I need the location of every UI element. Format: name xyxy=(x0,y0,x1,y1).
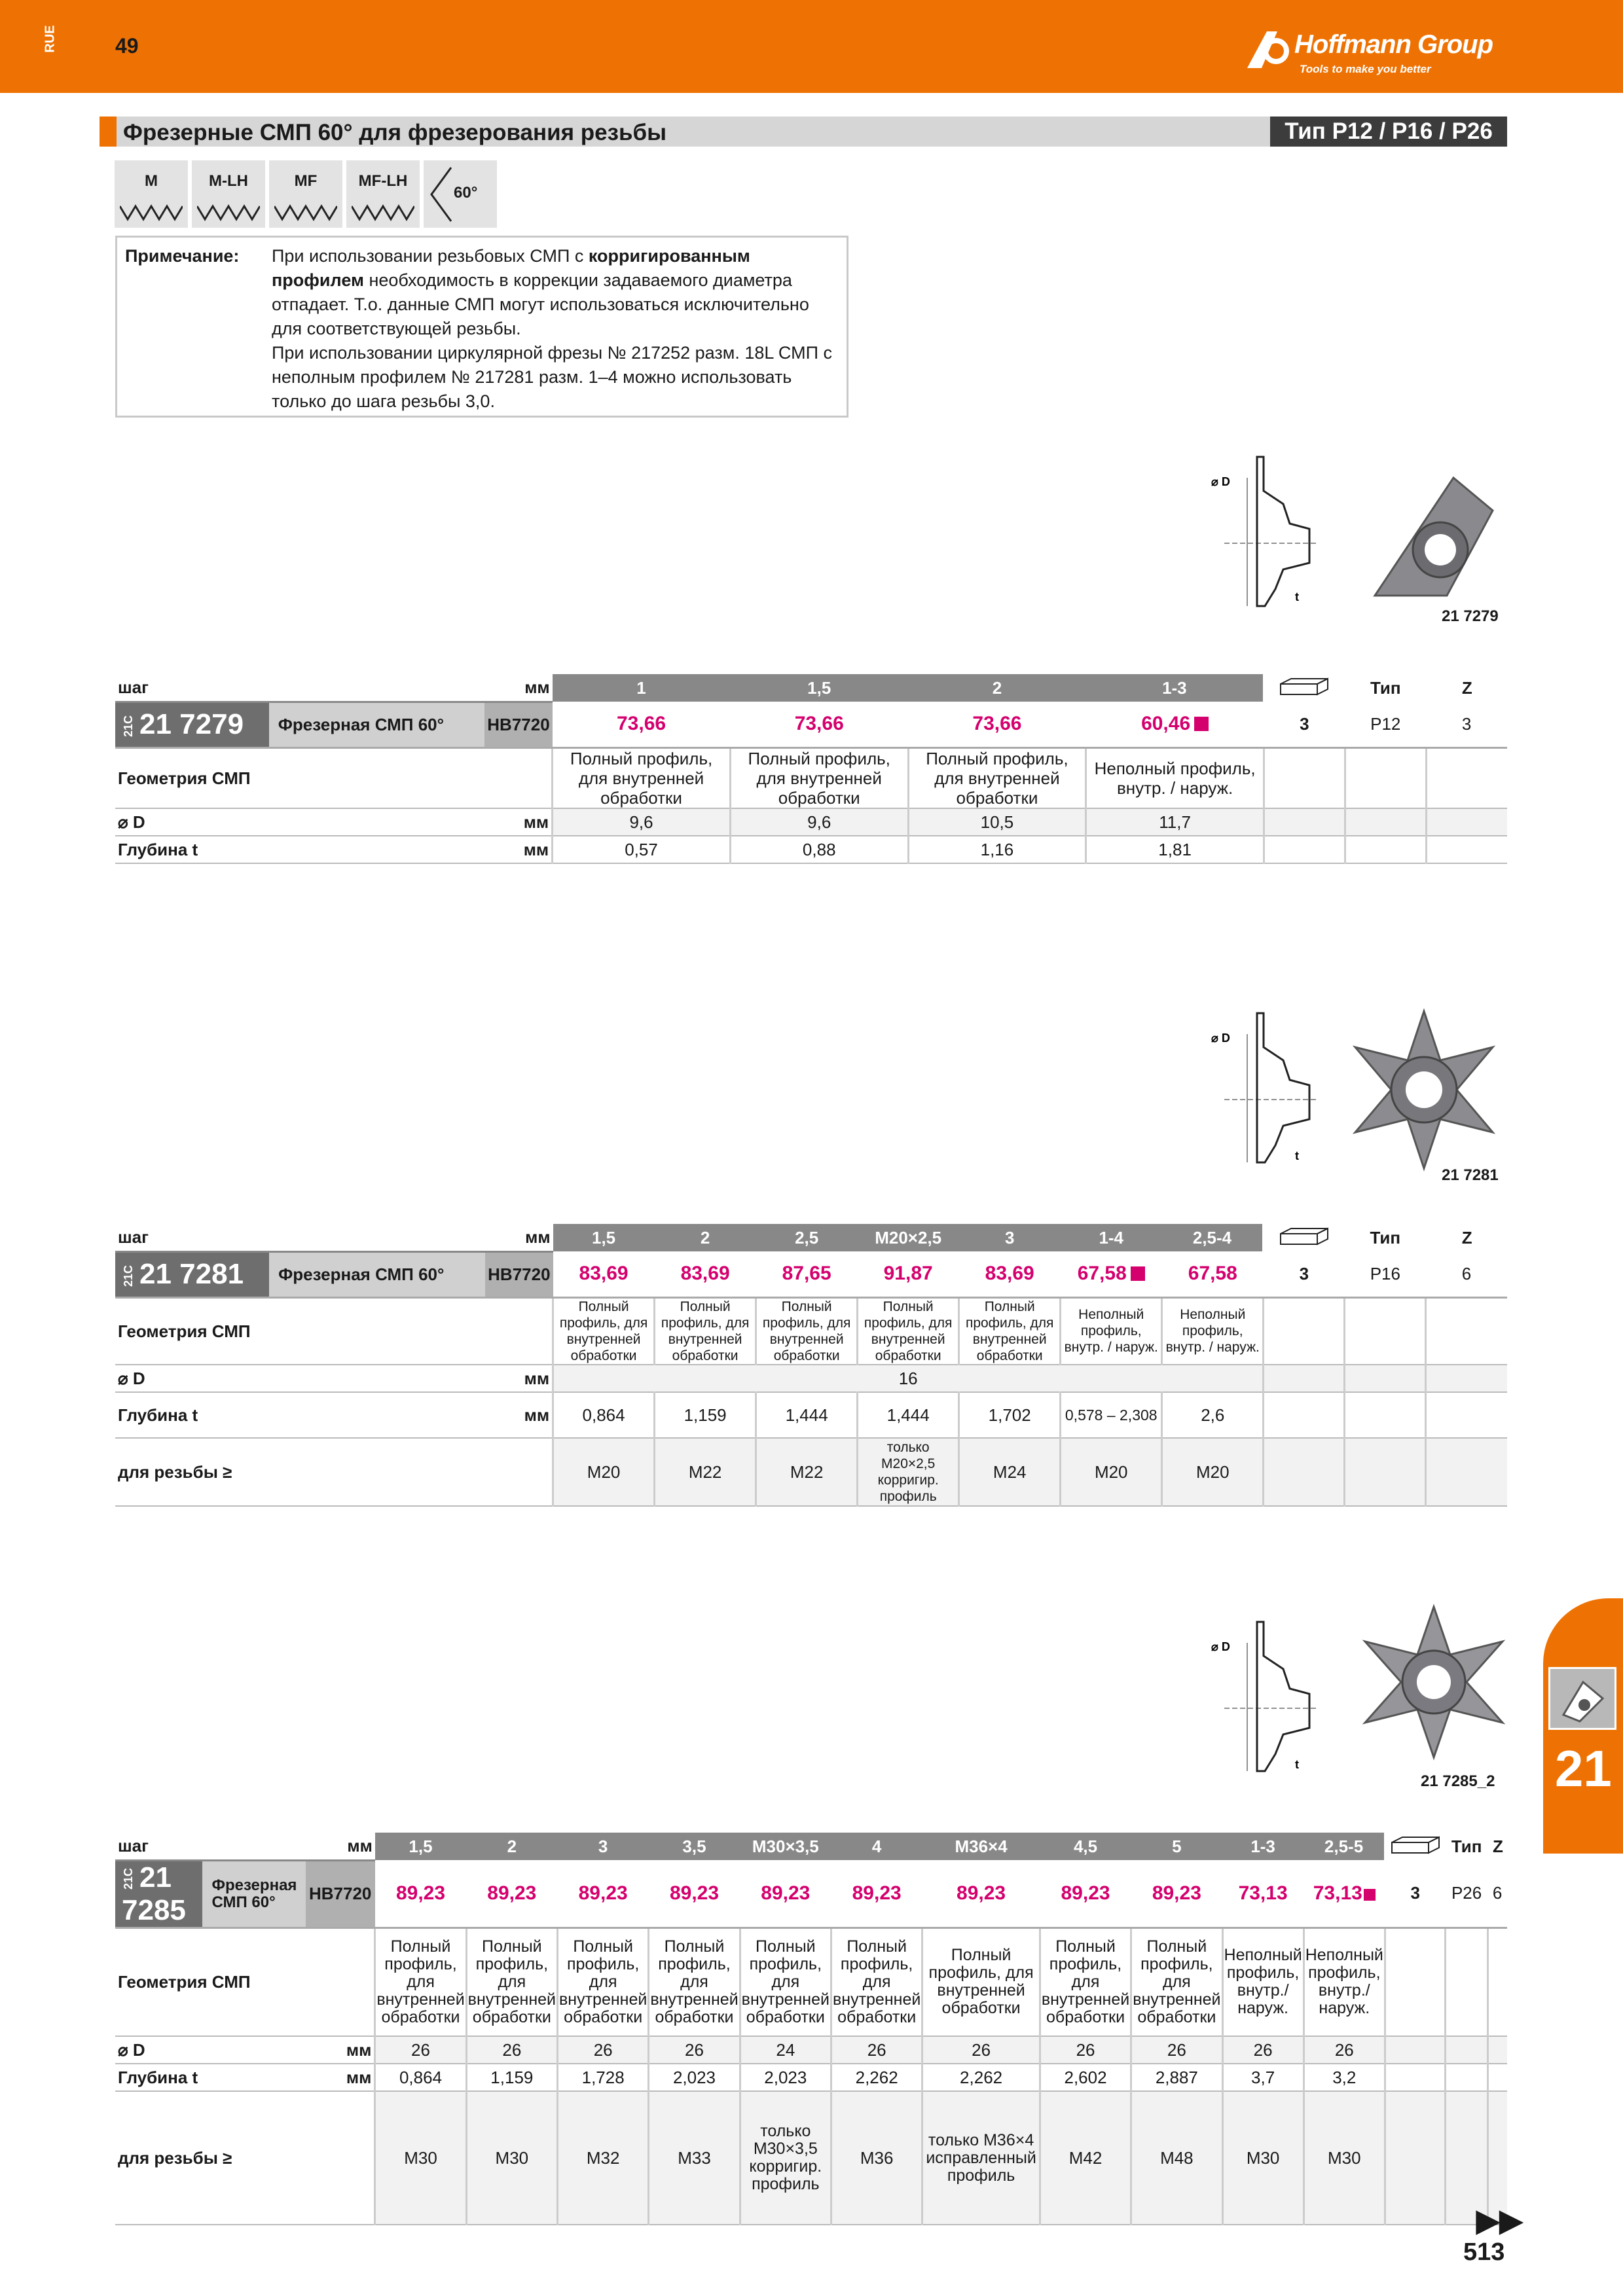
depth-cell: 1,159 xyxy=(466,2064,557,2091)
geometry-cell: Неполный профиль, внутр./наруж. xyxy=(1222,1928,1304,2036)
depth-label: Глубина t xyxy=(115,1392,485,1438)
thread-icon-m: M xyxy=(115,160,188,228)
geometry-cell: Полный профиль, для внутренней обработки xyxy=(831,1928,922,2036)
thread-cell: M20 xyxy=(1061,1438,1162,1506)
geometry-cell: Полный профиль, для внутренней обработки xyxy=(922,1928,1040,2036)
depth-cell: 2,262 xyxy=(922,2064,1040,2091)
pitch-cell: 4 xyxy=(831,1833,922,1860)
hoffmann-logo-icon xyxy=(1247,31,1293,68)
pitch-cell: 1-4 xyxy=(1061,1224,1162,1251)
note-text: При использовании резьбовых СМП с корригированным профилем необходимость в коррекции задаваемого диаметра отпадает. Т.о. данные СМП могут использоваться исключительно для соответствующей резьбы. При использовании циркулярной фрезы № 217252 разм. 18L СМП с неполным профилем № 217281 разм. 1–4 можно использовать только до шага резьбы 3,0. xyxy=(272,246,832,411)
image-caption: 21 7281 xyxy=(1442,1166,1499,1184)
geometry-cell: Полный профиль, для внутренней обработки xyxy=(553,747,731,808)
geometry-cell: Полный профиль, для внутренней обработки xyxy=(553,1297,655,1365)
price: 73,66 xyxy=(553,702,731,747)
diameter-cell: 26 xyxy=(649,2036,740,2064)
price: 89,23 xyxy=(466,1860,557,1928)
thread-cell: M33 xyxy=(649,2091,740,2225)
geometry-cell: Полный профиль, для внутренней обработки xyxy=(740,1928,831,2036)
pitch-cell: 1,5 xyxy=(553,1224,655,1251)
price: 83,69 xyxy=(959,1251,1061,1297)
geometry-cell: Полный профиль, для внутренней обработки xyxy=(756,1297,858,1365)
pitch-cell: 2,5-4 xyxy=(1162,1224,1264,1251)
thread-icon-mf: MF xyxy=(269,160,342,228)
price: 67,58 xyxy=(1162,1251,1264,1297)
z-header: Z xyxy=(1487,1833,1507,1860)
z-header: Z xyxy=(1426,674,1507,702)
thread-zigzag-icon xyxy=(120,203,183,223)
thread-cell: M30 xyxy=(466,2091,557,2225)
product-description: Фрезерная СМП 60° xyxy=(269,1251,485,1297)
type-value: P16 xyxy=(1345,1251,1426,1297)
profile-drawing-icon xyxy=(1211,1617,1322,1780)
diameter-cell: 26 xyxy=(1222,2036,1304,2064)
thread-cell: M32 xyxy=(558,2091,649,2225)
price: 73,66 xyxy=(908,702,1086,747)
pitch-label: шаг xyxy=(115,1224,485,1251)
diameter-cell: 26 xyxy=(1040,2036,1131,2064)
thread-cell: M20 xyxy=(1162,1438,1264,1506)
geometry-cell: Полный профиль, для внутренней обработки xyxy=(558,1928,649,2036)
price: 89,23 xyxy=(922,1860,1040,1928)
svg-text:⌀ D: ⌀ D xyxy=(1211,475,1230,488)
thread-icon-m-lh: M-LH xyxy=(192,160,265,228)
pitch-cell: 3 xyxy=(959,1224,1061,1251)
svg-text:t: t xyxy=(1295,1758,1299,1771)
unit-label: мм xyxy=(484,808,552,836)
depth-cell: 1,728 xyxy=(558,2064,649,2091)
thread-cell: только M36×4 исправленный профиль xyxy=(922,2091,1040,2225)
brand-tagline: Tools to make you better xyxy=(1300,63,1431,75)
price: 89,23 xyxy=(558,1860,649,1928)
grade: HB7720 xyxy=(484,702,552,747)
type-header: Тип xyxy=(1446,1833,1487,1860)
price: 89,23 xyxy=(375,1860,466,1928)
depth-label: Глубина t xyxy=(115,836,484,863)
geometry-cell: Полный профиль, для внутренней обработки xyxy=(858,1297,959,1365)
diameter-cell: 26 xyxy=(922,2036,1040,2064)
unit-label: мм xyxy=(306,2036,375,2064)
insert-drawing-217285 xyxy=(1211,1617,1322,1780)
thread-cell: M42 xyxy=(1040,2091,1131,2225)
type-header: Тип xyxy=(1345,674,1426,702)
article-number: 21C 21 7281 xyxy=(115,1251,269,1297)
star-insert-icon xyxy=(1355,1604,1512,1761)
thread-cell: M22 xyxy=(756,1438,858,1506)
special-square-icon xyxy=(1364,1889,1376,1901)
depth-cell: 0,578 – 2,308 xyxy=(1061,1392,1162,1438)
geometry-cell: Неполный профиль, внутр. / наруж. xyxy=(1086,747,1264,808)
geometry-label: Геометрия СМП xyxy=(115,1297,553,1365)
svg-text:t: t xyxy=(1295,590,1299,603)
pitch-cell: 2 xyxy=(655,1224,756,1251)
insert-drawing-217279 xyxy=(1211,452,1322,615)
price: 73,66 xyxy=(730,702,908,747)
language-code: RUE xyxy=(43,25,58,53)
type-value: P12 xyxy=(1345,702,1426,747)
geometry-cell: Полный профиль, для внутренней обработки xyxy=(1131,1928,1222,2036)
article-number: 21C 21 7285 xyxy=(115,1860,202,1928)
geometry-cell: Полный профиль, для внутренней обработки xyxy=(908,747,1086,808)
product-description: Фрезерная СМП 60° xyxy=(202,1860,305,1928)
geometry-cell: Полный профиль, для внутренней обработки xyxy=(649,1928,740,2036)
thread-cell: M20 xyxy=(553,1438,655,1506)
z-header: Z xyxy=(1426,1224,1507,1251)
depth-cell: 2,262 xyxy=(831,2064,922,2091)
profile-drawing-icon xyxy=(1211,1008,1322,1172)
thread-cell: M30 xyxy=(1304,2091,1385,2225)
special-square-icon xyxy=(1131,1266,1145,1281)
thread-cell: M22 xyxy=(655,1438,756,1506)
thread-zigzag-icon xyxy=(197,203,260,223)
price: 89,23 xyxy=(1131,1860,1222,1928)
pitch-cell: 3 xyxy=(558,1833,649,1860)
insert-chapter-icon xyxy=(1548,1667,1616,1730)
depth-cell: 2,023 xyxy=(649,2064,740,2091)
thread-zigzag-icon xyxy=(352,203,414,223)
svg-text:⌀ D: ⌀ D xyxy=(1211,1031,1230,1045)
star-insert-icon xyxy=(1342,1008,1506,1172)
svg-text:⌀ D: ⌀ D xyxy=(1211,1640,1230,1653)
geometry-cell: Полный профиль, для внутренней обработки xyxy=(1040,1928,1131,2036)
depth-cell: 0,88 xyxy=(730,836,908,863)
unit-label: мм xyxy=(485,1392,553,1438)
price: 73,13 xyxy=(1222,1860,1304,1928)
pitch-cell: 2 xyxy=(466,1833,557,1860)
diameter-cell: 26 xyxy=(831,2036,922,2064)
unit-label: мм xyxy=(485,1365,553,1392)
diameter-cell: 26 xyxy=(558,2036,649,2064)
depth-cell: 2,6 xyxy=(1162,1392,1264,1438)
image-caption: 21 7279 xyxy=(1442,607,1499,625)
grade: HB7720 xyxy=(306,1860,375,1928)
geometry-cell: Полный профиль, для внутренней обработки xyxy=(730,747,908,808)
price: 89,23 xyxy=(740,1860,831,1928)
insert-photo-217285 xyxy=(1355,1604,1512,1761)
product-table-217285 xyxy=(115,1833,1507,2225)
diameter-label: ⌀ D xyxy=(115,2036,306,2064)
pitch-cell: 1-3 xyxy=(1222,1833,1304,1860)
next-page-icon[interactable]: ▶▶ xyxy=(1476,2203,1523,2237)
geometry-cell: Полный профиль, для внутренней обработки xyxy=(959,1297,1061,1365)
geometry-cell: Полный профиль, для внутренней обработки xyxy=(375,1928,466,2036)
page-number: 513 xyxy=(1463,2238,1505,2266)
page-title: Фрезерные СМП 60° для фрезерования резьбы xyxy=(123,120,667,145)
depth-cell: 2,602 xyxy=(1040,2064,1131,2091)
page-header xyxy=(0,0,1623,93)
geometry-cell: Полный профиль, для внутренней обработки xyxy=(466,1928,557,2036)
unit-label: мм xyxy=(306,2064,375,2091)
diameter-cell: 10,5 xyxy=(908,808,1086,836)
depth-cell: 1,702 xyxy=(959,1392,1061,1438)
thread-zigzag-icon xyxy=(274,203,337,223)
insert-photo-217281 xyxy=(1342,1008,1506,1172)
price: 83,69 xyxy=(553,1251,655,1297)
thread-cell: M48 xyxy=(1131,2091,1222,2225)
pack-icon xyxy=(1264,1224,1345,1251)
diameter-cell: 26 xyxy=(1304,2036,1385,2064)
thread-cell: M30 xyxy=(1222,2091,1304,2225)
pack-icon xyxy=(1264,674,1345,702)
depth-cell: 3,7 xyxy=(1222,2064,1304,2091)
depth-cell: 1,81 xyxy=(1086,836,1264,863)
depth-cell: 2,887 xyxy=(1131,2064,1222,2091)
thread-cell: M24 xyxy=(959,1438,1061,1506)
image-caption: 21 7285_2 xyxy=(1421,1772,1495,1790)
profile-drawing-icon xyxy=(1211,452,1322,615)
product-table-217281 xyxy=(115,1224,1507,1507)
unit-label: мм xyxy=(485,1224,553,1251)
price: 73,13 xyxy=(1304,1860,1385,1928)
svg-text:t: t xyxy=(1295,1149,1299,1162)
price: 89,23 xyxy=(649,1860,740,1928)
note-box xyxy=(115,236,848,418)
type-value: P26 xyxy=(1446,1860,1487,1928)
thread-icon-mf-lh: MF-LH xyxy=(346,160,420,228)
thread-angle-icon: 60° xyxy=(424,160,497,228)
geometry-cell: Неполный профиль, внутр. / наруж. xyxy=(1061,1297,1162,1365)
depth-cell: 1,444 xyxy=(858,1392,959,1438)
catalog-page-number: 49 xyxy=(115,34,139,58)
diameter-cell: 9,6 xyxy=(553,808,731,836)
pitch-cell: 3,5 xyxy=(649,1833,740,1860)
section-title-bar xyxy=(100,117,1507,147)
pitch-label: шаг xyxy=(115,1833,306,1860)
geometry-label: Геометрия СМП xyxy=(115,747,553,808)
type-label: Тип P12 / P16 / P26 xyxy=(1270,117,1507,147)
depth-cell: 1,159 xyxy=(655,1392,756,1438)
price: 91,87 xyxy=(858,1251,959,1297)
thread-label: для резьбы ≥ xyxy=(115,1438,553,1506)
pack-qty: 3 xyxy=(1264,702,1345,747)
angle-icon xyxy=(428,165,454,224)
pitch-cell: 4,5 xyxy=(1040,1833,1131,1860)
pitch-cell: 2,5 xyxy=(756,1224,858,1251)
price: 89,23 xyxy=(831,1860,922,1928)
title-accent xyxy=(100,117,117,147)
geometry-label: Геометрия СМП xyxy=(115,1928,375,2036)
pitch-cell: 2,5-5 xyxy=(1304,1833,1385,1860)
thread-cell: только M20×2,5 корригир. профиль xyxy=(858,1438,959,1506)
depth-cell: 1,444 xyxy=(756,1392,858,1438)
diameter-label: ⌀ D xyxy=(115,1365,485,1392)
pitch-cell: 5 xyxy=(1131,1833,1222,1860)
pitch-cell: 2 xyxy=(908,674,1086,702)
pack-qty: 3 xyxy=(1385,1860,1446,1928)
price: 89,23 xyxy=(1040,1860,1131,1928)
triangular-insert-icon xyxy=(1368,471,1499,602)
product-table-217279 xyxy=(115,674,1507,864)
insert-drawing-217281 xyxy=(1211,1008,1322,1172)
z-value: 3 xyxy=(1426,702,1507,747)
depth-cell: 0,57 xyxy=(553,836,731,863)
pitch-cell: M20×2,5 xyxy=(858,1224,959,1251)
price: 60,46 xyxy=(1086,702,1264,747)
pitch-cell: M30×3,5 xyxy=(740,1833,831,1860)
brand-name: Hoffmann Group xyxy=(1294,30,1493,59)
thread-cell: M36 xyxy=(831,2091,922,2225)
pitch-cell: 1-3 xyxy=(1086,674,1264,702)
diameter-cell: 26 xyxy=(466,2036,557,2064)
pitch-cell: 1,5 xyxy=(730,674,908,702)
depth-cell: 0,864 xyxy=(553,1392,655,1438)
diameter-cell: 26 xyxy=(375,2036,466,2064)
diameter-cell: 26 xyxy=(1131,2036,1222,2064)
type-header: Тип xyxy=(1345,1224,1426,1251)
unit-label: мм xyxy=(306,1833,375,1860)
geometry-cell: Неполный профиль, внутр./наруж. xyxy=(1304,1928,1385,2036)
diameter-cell: 16 xyxy=(553,1365,1264,1392)
z-value: 6 xyxy=(1487,1860,1507,1928)
diameter-cell: 24 xyxy=(740,2036,831,2064)
product-description: Фрезерная СМП 60° xyxy=(269,702,485,747)
depth-label: Глубина t xyxy=(115,2064,306,2091)
pack-icon xyxy=(1385,1833,1446,1860)
pitch-cell: 1,5 xyxy=(375,1833,466,1860)
unit-label: мм xyxy=(484,674,552,702)
depth-cell: 2,023 xyxy=(740,2064,831,2091)
depth-cell: 1,16 xyxy=(908,836,1086,863)
thread-type-icons xyxy=(115,160,497,228)
chapter-number: 21 xyxy=(1555,1740,1612,1797)
price: 83,69 xyxy=(655,1251,756,1297)
insert-photo-217279 xyxy=(1368,471,1499,602)
special-square-icon xyxy=(1194,717,1209,731)
z-value: 6 xyxy=(1426,1251,1507,1297)
price: 87,65 xyxy=(756,1251,858,1297)
geometry-cell: Неполный профиль, внутр. / наруж. xyxy=(1162,1297,1264,1365)
pitch-cell: 1 xyxy=(553,674,731,702)
depth-cell: 0,864 xyxy=(375,2064,466,2091)
diameter-cell: 9,6 xyxy=(730,808,908,836)
pitch-label: шаг xyxy=(115,674,484,702)
pack-qty: 3 xyxy=(1264,1251,1345,1297)
diameter-label: ⌀ D xyxy=(115,808,484,836)
thread-cell: M30 xyxy=(375,2091,466,2225)
brand-logo xyxy=(1247,25,1509,77)
grade: HB7720 xyxy=(485,1251,553,1297)
depth-cell: 3,2 xyxy=(1304,2064,1385,2091)
geometry-cell: Полный профиль, для внутренней обработки xyxy=(655,1297,756,1365)
price: 67,58 xyxy=(1061,1251,1162,1297)
article-number: 21C 21 7279 xyxy=(115,702,269,747)
diameter-cell: 11,7 xyxy=(1086,808,1264,836)
unit-label: мм xyxy=(484,836,552,863)
chapter-tab[interactable] xyxy=(1543,1598,1623,1854)
pitch-cell: M36×4 xyxy=(922,1833,1040,1860)
note-label: Примечание: xyxy=(125,246,240,266)
thread-label: для резьбы ≥ xyxy=(115,2091,375,2225)
thread-cell: только M30×3,5 корригир. профиль xyxy=(740,2091,831,2225)
